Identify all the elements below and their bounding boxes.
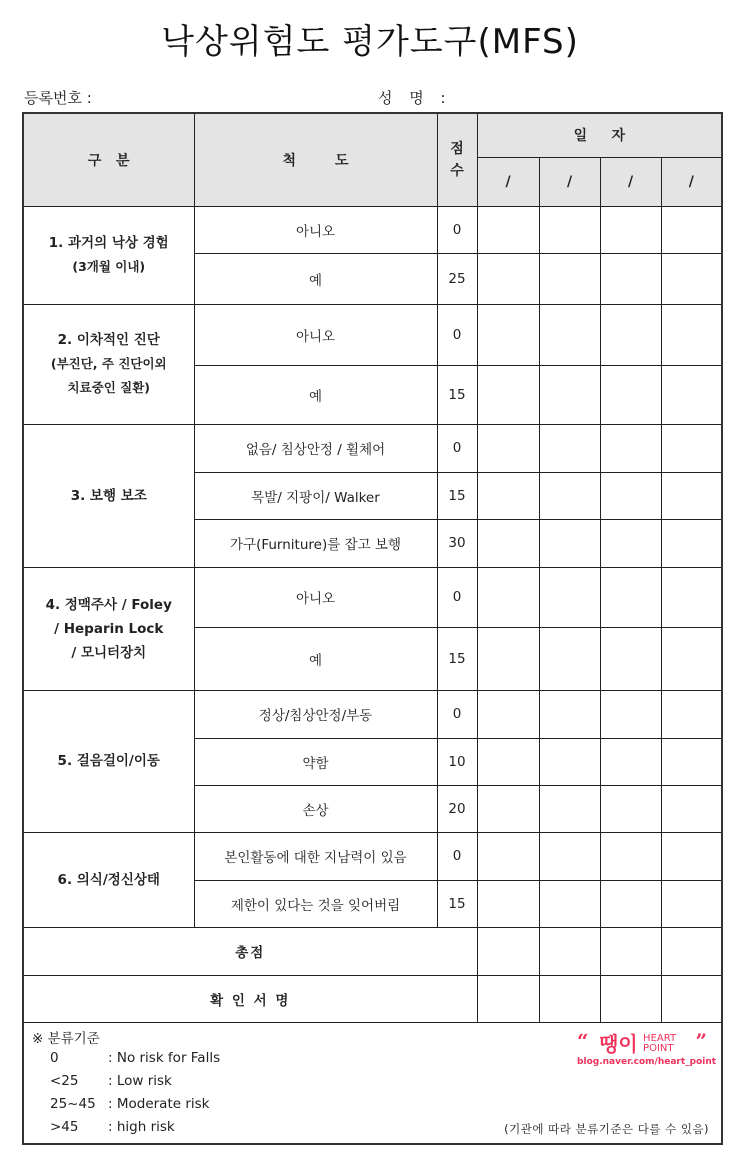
check-cell[interactable] (600, 627, 661, 690)
scale-cell: 가구(Furniture)를 잡고 보행 (194, 519, 437, 567)
check-cell[interactable] (600, 738, 661, 785)
header-score-line1: 점 (450, 140, 464, 157)
total-label: 총점 (23, 927, 477, 975)
total-cell[interactable] (539, 927, 600, 975)
check-cell[interactable] (661, 627, 722, 690)
check-cell[interactable] (600, 519, 661, 567)
check-cell[interactable] (661, 785, 722, 832)
check-cell[interactable] (477, 832, 539, 880)
legend-key: >45 (50, 1118, 79, 1135)
legend-key: <25 (50, 1072, 79, 1089)
check-cell[interactable] (539, 690, 600, 738)
check-cell[interactable] (539, 738, 600, 785)
score-cell: 0 (437, 832, 477, 880)
signature-cell[interactable] (539, 975, 600, 1022)
check-cell[interactable] (539, 785, 600, 832)
open-quote-icon: “ (577, 1028, 589, 1053)
check-cell[interactable] (661, 690, 722, 738)
check-cell[interactable] (539, 365, 600, 424)
check-cell[interactable] (600, 880, 661, 927)
check-cell[interactable] (539, 832, 600, 880)
category-line: 6. 의식/정신상태 (57, 871, 160, 888)
document-title: 낙상위험도 평가도구(MFS) (161, 22, 579, 62)
check-cell[interactable] (661, 304, 722, 365)
total-row (23, 927, 722, 975)
check-cell[interactable] (600, 253, 661, 304)
check-cell[interactable] (661, 567, 722, 627)
date-slot-4[interactable]: / (661, 157, 722, 206)
check-cell[interactable] (661, 206, 722, 253)
check-cell[interactable] (477, 519, 539, 567)
signature-cell[interactable] (600, 975, 661, 1022)
date-slot-2[interactable]: / (539, 157, 600, 206)
check-cell[interactable] (600, 472, 661, 519)
check-cell[interactable] (477, 567, 539, 627)
table-row (23, 567, 722, 627)
check-cell[interactable] (661, 424, 722, 472)
scale-cell: 손상 (194, 785, 437, 832)
category-line: 4. 정맥주사 / Foley (45, 596, 172, 613)
legend-item (50, 1119, 175, 1135)
header-date: 일 자 (477, 113, 722, 157)
check-cell[interactable] (477, 365, 539, 424)
category-ambulatory-aid (23, 424, 194, 567)
category-line: 5. 걸음걸이/이동 (57, 753, 160, 769)
header-score-line2: 수 (450, 162, 464, 179)
legend-item (50, 1096, 210, 1112)
scale-cell: 약함 (194, 738, 437, 785)
score-cell: 0 (437, 304, 477, 365)
category-fall-history (23, 206, 194, 304)
scale-cell: 목발/ 지팡이/ Walker (194, 472, 437, 519)
check-cell[interactable] (539, 424, 600, 472)
table-row (23, 832, 722, 880)
check-cell[interactable] (600, 424, 661, 472)
registration-number-label: 등록번호 : (24, 89, 92, 107)
check-cell[interactable] (661, 365, 722, 424)
score-cell: 0 (437, 206, 477, 253)
category-line: 3. 보행 보조 (70, 487, 147, 504)
score-cell: 30 (437, 519, 477, 567)
category-line: / 모니터장치 (71, 644, 147, 661)
category-gait (23, 690, 194, 832)
table-row (23, 206, 722, 253)
check-cell[interactable] (539, 567, 600, 627)
category-secondary-diagnosis (23, 304, 194, 424)
category-mental-status (23, 832, 194, 927)
legend-note: (기관에 따라 분류기준은 다를 수 있음) (504, 1122, 710, 1136)
scale-cell: 정상/침상안정/부동 (194, 690, 437, 738)
scale-cell: 예 (194, 627, 437, 690)
check-cell[interactable] (539, 519, 600, 567)
legend-value: : high risk (108, 1118, 175, 1135)
score-cell: 25 (437, 253, 477, 304)
check-cell[interactable] (477, 206, 539, 253)
score-cell: 15 (437, 365, 477, 424)
signature-label: 확 인 서 명 (23, 975, 477, 1022)
category-line: 1. 과거의 낙상 경험 (48, 235, 169, 251)
legend-key: 25~45 (50, 1095, 96, 1112)
check-cell[interactable] (600, 365, 661, 424)
check-cell[interactable] (539, 253, 600, 304)
watermark-line1: HEART (643, 1032, 677, 1044)
score-cell: 15 (437, 880, 477, 927)
check-cell[interactable] (539, 304, 600, 365)
score-cell: 0 (437, 690, 477, 738)
watermark-brand: 땡이 (599, 1031, 638, 1056)
total-cell[interactable] (477, 927, 539, 975)
total-cell[interactable] (600, 927, 661, 975)
check-cell[interactable] (661, 738, 722, 785)
table-row (23, 424, 722, 472)
check-cell[interactable] (661, 832, 722, 880)
scale-cell: 아니오 (194, 567, 437, 627)
check-cell[interactable] (539, 627, 600, 690)
signature-row (23, 975, 722, 1022)
check-cell[interactable] (600, 567, 661, 627)
patient-name-label: 성 명 : (378, 89, 452, 107)
check-cell[interactable] (477, 690, 539, 738)
score-cell: 0 (437, 424, 477, 472)
scale-cell: 아니오 (194, 304, 437, 365)
watermark-heart-point (643, 1034, 676, 1054)
legend-item (50, 1073, 172, 1089)
check-cell[interactable] (477, 304, 539, 365)
scale-cell: 아니오 (194, 206, 437, 253)
score-cell: 10 (437, 738, 477, 785)
check-cell[interactable] (661, 880, 722, 927)
watermark-url: blog.naver.com/heart_point (577, 1056, 717, 1067)
check-cell[interactable] (477, 627, 539, 690)
check-cell[interactable] (539, 206, 600, 253)
date-slot-3[interactable]: / (600, 157, 661, 206)
check-cell[interactable] (477, 738, 539, 785)
mfs-assessment-table (22, 112, 723, 1145)
scale-cell: 본인활동에 대한 지남력이 있음 (194, 832, 437, 880)
check-cell[interactable] (661, 253, 722, 304)
score-cell: 20 (437, 785, 477, 832)
date-slot-1[interactable]: / (477, 157, 539, 206)
watermark-logo (577, 1028, 717, 1073)
legend-value: : Low risk (108, 1072, 172, 1089)
header-scale: 척 도 (194, 113, 437, 206)
legend-key: 0 (50, 1049, 59, 1066)
signature-cell[interactable] (661, 975, 722, 1022)
header-score (437, 113, 477, 206)
legend-row (23, 1022, 722, 1144)
check-cell[interactable] (477, 785, 539, 832)
scale-cell: 제한이 있다는 것을 잊어버림 (194, 880, 437, 927)
check-cell[interactable] (477, 253, 539, 304)
check-cell[interactable] (600, 206, 661, 253)
scale-cell: 없음/ 침상안정 / 휠체어 (194, 424, 437, 472)
check-cell[interactable] (539, 880, 600, 927)
category-line: (부진단, 주 진단이외 (50, 356, 167, 371)
score-cell: 0 (437, 567, 477, 627)
category-iv-access (23, 567, 194, 690)
category-line: 2. 이차적인 진단 (57, 332, 160, 348)
check-cell[interactable] (477, 880, 539, 927)
check-cell[interactable] (661, 472, 722, 519)
category-line: / Heparin Lock (54, 620, 164, 637)
score-cell: 15 (437, 627, 477, 690)
score-cell: 15 (437, 472, 477, 519)
legend-value: : Moderate risk (108, 1095, 210, 1112)
watermark-line2: POINT (643, 1042, 674, 1054)
check-cell[interactable] (600, 690, 661, 738)
close-quote-icon: ” (695, 1028, 708, 1053)
category-line: (3개월 이내) (72, 259, 146, 274)
classification-legend (23, 1022, 722, 1144)
legend-title: ※ 분류기준 (32, 1030, 100, 1047)
check-cell[interactable] (600, 304, 661, 365)
category-line: 치료중인 질환) (67, 380, 150, 395)
scale-cell: 예 (194, 253, 437, 304)
legend-value: : No risk for Falls (108, 1049, 221, 1066)
total-cell[interactable] (661, 927, 722, 975)
header-category: 구 분 (23, 113, 194, 206)
table-row (23, 690, 722, 738)
check-cell[interactable] (539, 472, 600, 519)
signature-cell[interactable] (477, 975, 539, 1022)
check-cell[interactable] (600, 785, 661, 832)
scale-cell: 예 (194, 365, 437, 424)
check-cell[interactable] (477, 424, 539, 472)
check-cell[interactable] (600, 832, 661, 880)
legend-item (50, 1050, 220, 1066)
check-cell[interactable] (661, 519, 722, 567)
table-row (23, 304, 722, 365)
check-cell[interactable] (477, 472, 539, 519)
